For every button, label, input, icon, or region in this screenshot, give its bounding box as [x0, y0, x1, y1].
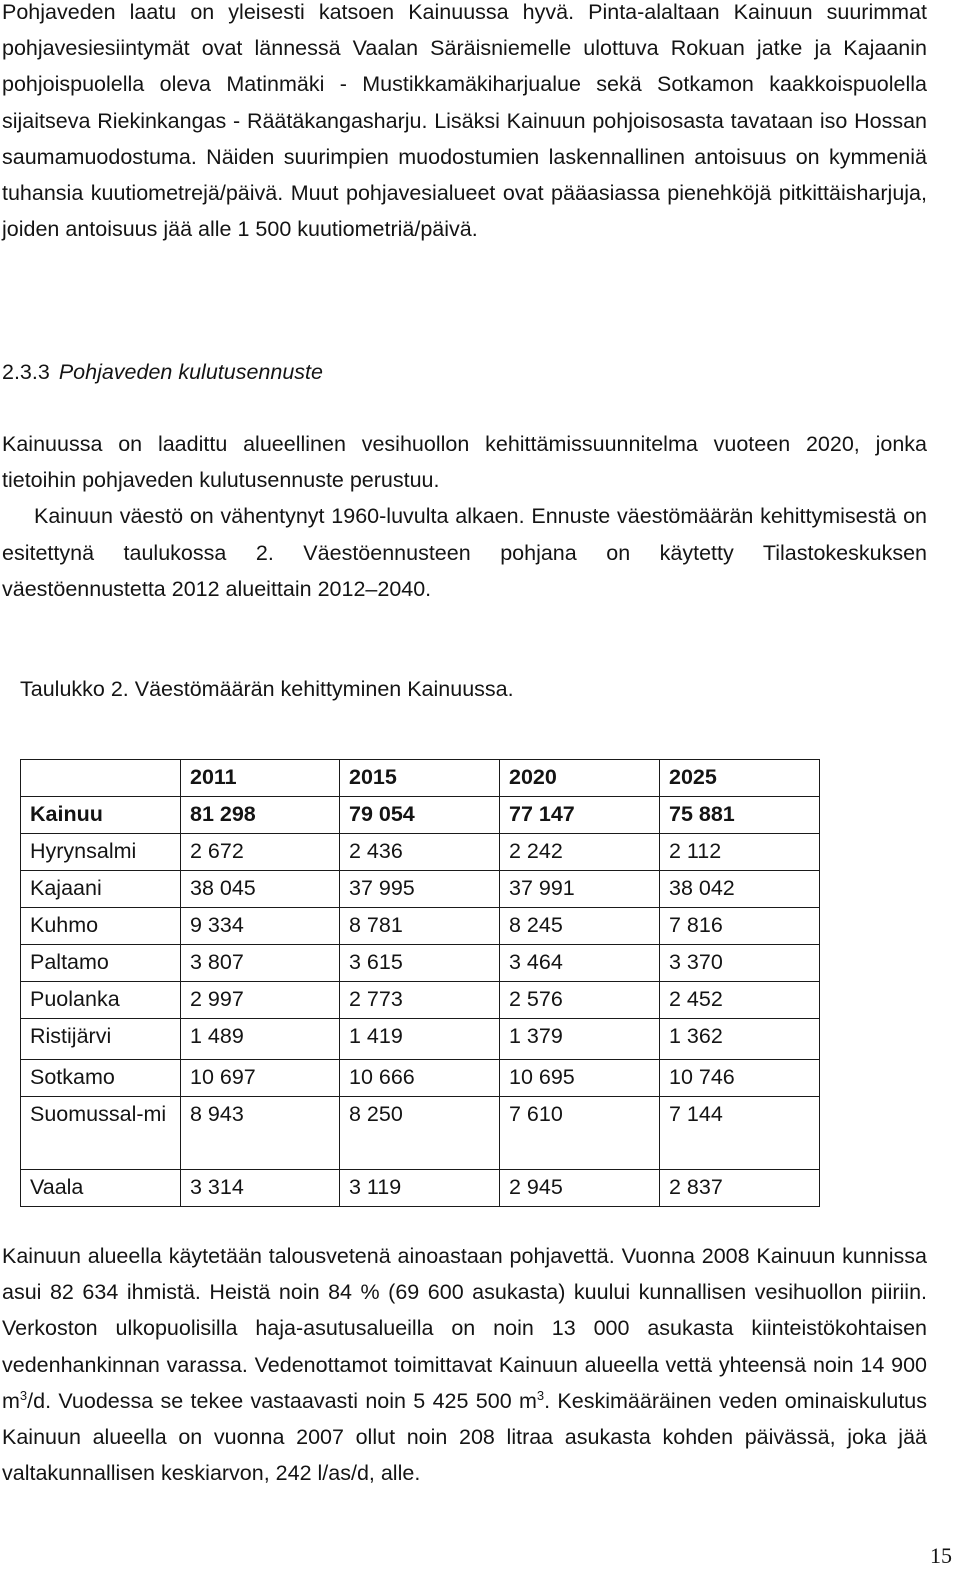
table-cell: 2 242 — [500, 834, 660, 871]
table-row — [21, 1019, 820, 1060]
table-cell: 3 370 — [660, 945, 820, 982]
header-cell: 2011 — [181, 760, 340, 797]
table-cell: 38 042 — [660, 871, 820, 908]
table-row — [21, 1060, 820, 1097]
header-cell: 2020 — [500, 760, 660, 797]
supply-text-3: . Keskimääräinen veden ominaiskulutus Kainuun alueella on vuonna 2007 ollut noin 208 litraa asukasta kohden päivässä, joka jää valtakunnallisen keskiarvon, 242 l/as/d, alle. — [2, 1388, 928, 1486]
section-heading — [2, 357, 323, 387]
intro-paragraph: Pohjaveden laatu on yleisesti katsoen Kainuussa hyvä. Pinta-alaltaan Kainuun suurimmat pohjavesiesiintymät ovat lännessä Vaalan Säräisniemelle ulottuva Rokuan jatke ja Kajaanin pohjoispuolella oleva Matinmäki - Mustikkamäkiharjualue sekä Sotkamon kaakkoispuolella sijaitseva Riekinkangas - Räätäkangasharju. Lisäksi Kainuun pohjoisosasta tavataan iso Hossan saumamuodostuma. Näiden suurimpien muodostumien laskennallinen antoisuus on kymmeniä tuhansia kuutiometrejä/päivä. Muut pohjavesialueet ovat pääasiassa pienehköjä pitkittäisharjuja, joiden antoisuus jää alle 1 500 kuutiometriä/päivä. — [2, 0, 927, 242]
table-cell: 9 334 — [181, 908, 340, 945]
table-cell: 3 615 — [340, 945, 500, 982]
table-row — [21, 834, 820, 871]
table-cell: 10 697 — [181, 1060, 340, 1097]
table-cell: 8 245 — [500, 908, 660, 945]
table-header-row — [21, 760, 820, 797]
table-cell: 3 119 — [340, 1170, 500, 1207]
table-cell: 2 997 — [181, 982, 340, 1019]
table-cell: 3 314 — [181, 1170, 340, 1207]
table-cell: 8 250 — [340, 1097, 500, 1170]
table-cell: Puolanka — [21, 982, 181, 1019]
table-cell: 2 672 — [181, 834, 340, 871]
table-cell: Ristijärvi — [21, 1019, 181, 1060]
superscript: 3 — [536, 1387, 545, 1403]
table-cell: 1 419 — [340, 1019, 500, 1060]
table-cell: 2 576 — [500, 982, 660, 1019]
table-cell: 2 112 — [660, 834, 820, 871]
table-row — [21, 871, 820, 908]
table-cell: 1 379 — [500, 1019, 660, 1060]
table-cell: Paltamo — [21, 945, 181, 982]
section-number: 2.3.3 — [2, 360, 50, 384]
table-cell: 7 610 — [500, 1097, 660, 1170]
table-row — [21, 1170, 820, 1207]
table-cell: 3 807 — [181, 945, 340, 982]
water-supply-paragraph — [2, 1238, 927, 1491]
table-cell: 38 045 — [181, 871, 340, 908]
table-row — [21, 908, 820, 945]
table-cell: 10 666 — [340, 1060, 500, 1097]
table-cell: Suomussal-mi — [21, 1097, 181, 1170]
header-cell: 2025 — [660, 760, 820, 797]
table-row — [21, 1097, 820, 1170]
table-cell: 2 837 — [660, 1170, 820, 1207]
table-caption: Taulukko 2. Väestömäärän kehittyminen Kainuussa. — [20, 677, 514, 701]
table-cell: 1 362 — [660, 1019, 820, 1060]
table-cell: 37 995 — [340, 871, 500, 908]
table-cell: 2 452 — [660, 982, 820, 1019]
table-row — [21, 982, 820, 1019]
table-cell: 10 695 — [500, 1060, 660, 1097]
header-cell — [21, 760, 181, 797]
table-cell: 2 773 — [340, 982, 500, 1019]
table-cell: 75 881 — [660, 797, 820, 834]
table-cell: Kainuu — [21, 797, 181, 834]
table-cell: Kajaani — [21, 871, 181, 908]
table-cell: 8 943 — [181, 1097, 340, 1170]
table-cell: 10 746 — [660, 1060, 820, 1097]
page-number: 15 — [930, 1543, 952, 1568]
table-cell: 37 991 — [500, 871, 660, 908]
supply-text-2: /d. Vuodessa se tekee vastaavasti noin 5 425 500 m — [27, 1388, 537, 1413]
supply-text-1: Kainuun alueella käytetään talousvetenä ainoastaan pohjavettä. Vuonna 2008 Kainuun kunnissa asui 82 634 ihmistä. Heistä noin 84 % (69 600 asukasta) kuului kunnallisen vesihuollon piiriin. Verkoston ulkopuolisilla haja-asutusalueilla on noin 13 000 asukasta kiinteistökohtaisen vedenhankinnan varassa. Vedenottamot toimittavat Kainuun alueella vettä yhteensä noin 14 900 m — [2, 1244, 927, 1413]
table-cell: 7 816 — [660, 908, 820, 945]
table-cell: 81 298 — [181, 797, 340, 834]
table-cell: Kuhmo — [21, 908, 181, 945]
header-cell: 2015 — [340, 760, 500, 797]
table-row — [21, 945, 820, 982]
table-cell: Vaala — [21, 1170, 181, 1207]
table-cell: 7 144 — [660, 1097, 820, 1170]
table-cell: Sotkamo — [21, 1060, 181, 1097]
table-row — [21, 797, 820, 834]
population-sentence: Kainuun väestö on vähentynyt 1960-luvulta alkaen. Ennuste väestömäärän kehittymisestä on esitettynä taulukossa 2. Väestöennusteen pohjana on käytetty Tilastokeskuksen väestöennustetta 2012 alueittain 2012–2040. — [2, 504, 927, 601]
table-cell: 1 489 — [181, 1019, 340, 1060]
table-cell: 77 147 — [500, 797, 660, 834]
plan-sentence: Kainuussa on laadittu alueellinen vesihuollon kehittämissuunnitelma vuoteen 2020, jonka tietoihin pohjaveden kulutusennuste perustuu. — [2, 432, 927, 493]
table-cell: 3 464 — [500, 945, 660, 982]
population-table — [20, 759, 820, 1207]
table-cell: 2 945 — [500, 1170, 660, 1207]
superscript: 3 — [19, 1387, 28, 1403]
table-cell: 79 054 — [340, 797, 500, 834]
table-cell: Hyrynsalmi — [21, 834, 181, 871]
table-cell: 8 781 — [340, 908, 500, 945]
consumption-paragraph — [2, 426, 927, 607]
table-cell: 2 436 — [340, 834, 500, 871]
section-title: Pohjaveden kulutusennuste — [58, 360, 323, 384]
